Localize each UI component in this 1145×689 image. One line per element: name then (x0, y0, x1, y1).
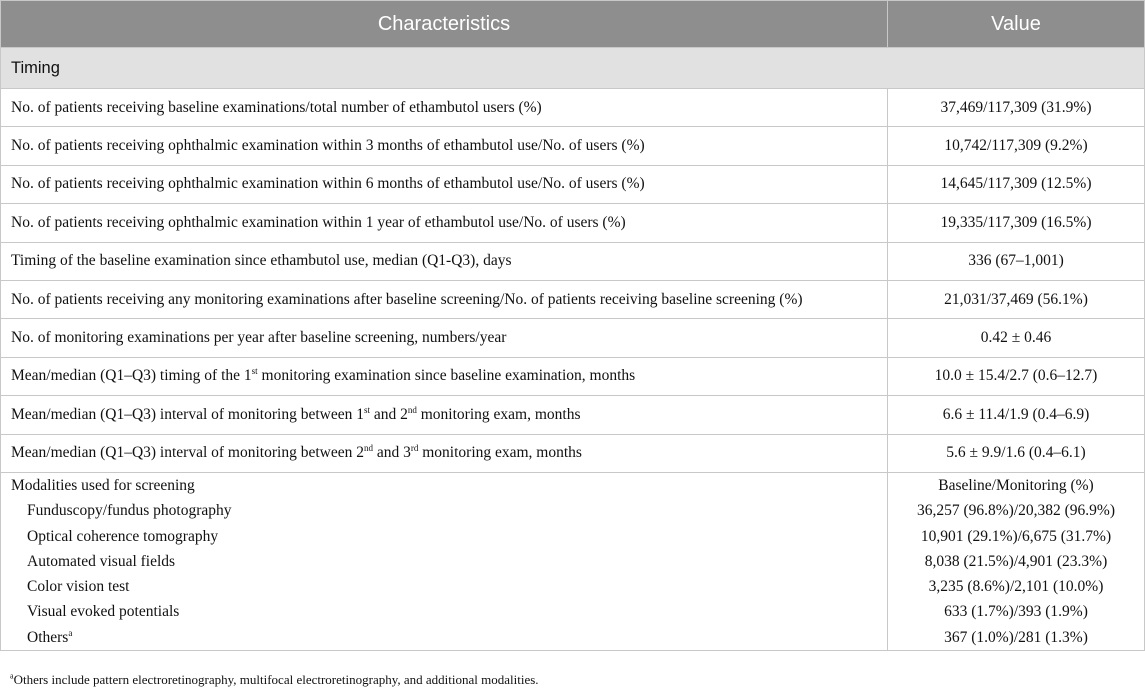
modalities-title-value: Baseline/Monitoring (%) (938, 476, 1094, 494)
footnote-marker: a (10, 671, 14, 681)
modality-label: Visual evoked potentials (27, 603, 180, 621)
label-text: monitoring examination since baseline examination, months (257, 367, 636, 385)
modality-value: 8,038 (21.5%)/4,901 (23.3%) (924, 552, 1108, 570)
modality-label: Optical coherence tomography (27, 527, 219, 545)
footnote-text: Others include pattern electroretinography, multifocal electroretinography, and additional modalities. (13, 672, 539, 687)
modality-label: Funduscopy/fundus photography (27, 502, 232, 520)
label-text: monitoring exam, months (418, 444, 582, 462)
row-value: 6.6 ± 11.4/1.9 (0.4–6.9) (888, 396, 1145, 434)
header-value: Value (888, 1, 1145, 48)
ordinal-suffix: st (251, 366, 258, 377)
modality-value: 36,257 (96.8%)/20,382 (96.9%) (916, 502, 1116, 520)
table-row (1, 242, 1145, 280)
row-value: 0.42 ± 0.46 (888, 319, 1145, 357)
row-value: 10.0 ± 15.4/2.7 (0.6–12.7) (888, 357, 1145, 395)
modalities-values (888, 472, 1145, 650)
row-value: 19,335/117,309 (16.5%) (888, 204, 1145, 242)
header-characteristics: Characteristics (1, 1, 888, 48)
table-row (1, 204, 1145, 242)
row-label: No. of patients receiving ophthalmic examination within 1 year of ethambutol use/No. of users (%) (1, 204, 888, 242)
label-text: Mean/median (Q1–Q3) timing of the 1 (11, 367, 252, 385)
row-value: 336 (67–1,001) (888, 242, 1145, 280)
row-label: No. of monitoring examinations per year after baseline screening, numbers/year (1, 319, 888, 357)
modalities-title: Modalities used for screening (11, 476, 195, 494)
table-footnote (10, 672, 539, 688)
label-text: Others (27, 628, 69, 646)
row-label (1, 396, 888, 434)
modality-value: 10,901 (29.1%)/6,675 (31.7%) (920, 527, 1112, 545)
row-label: Timing of the baseline examination since ethambutol use, median (Q1-Q3), days (1, 242, 888, 280)
table-row (1, 127, 1145, 165)
row-value: 5.6 ± 9.9/1.6 (0.4–6.1) (888, 434, 1145, 472)
row-value: 21,031/37,469 (56.1%) (888, 280, 1145, 318)
ordinal-suffix: nd (407, 404, 417, 415)
modality-label: Automated visual fields (27, 552, 176, 570)
row-value: 14,645/117,309 (12.5%) (888, 165, 1145, 203)
row-label: No. of patients receiving any monitoring examinations after baseline screening/No. of patients receiving baseline screening (%) (1, 280, 888, 318)
row-label (1, 357, 888, 395)
table-row (1, 396, 1145, 434)
row-value: 37,469/117,309 (31.9%) (888, 89, 1145, 127)
modality-label: Color vision test (27, 578, 130, 596)
row-value: 10,742/117,309 (9.2%) (888, 127, 1145, 165)
label-text: Mean/median (Q1–Q3) interval of monitoring between 1 (11, 405, 364, 423)
modality-value: 3,235 (8.6%)/2,101 (10.0%) (928, 578, 1104, 596)
label-text: and 2 (369, 405, 408, 423)
table-row (1, 357, 1145, 395)
table-row (1, 280, 1145, 318)
label-text: Mean/median (Q1–Q3) interval of monitoring between 2 (11, 444, 364, 462)
label-text: and 3 (372, 444, 411, 462)
section-label: Timing (1, 48, 1145, 89)
ordinal-suffix: rd (410, 443, 419, 454)
table-row (1, 319, 1145, 357)
modality-value: 367 (1.0%)/281 (1.3%) (944, 628, 1088, 646)
row-label: No. of patients receiving ophthalmic examination within 3 months of ethambutol use/No. of users (%) (1, 127, 888, 165)
row-label: No. of patients receiving baseline examinations/total number of ethambutol users (%) (1, 89, 888, 127)
footnote-marker: a (68, 627, 73, 638)
row-label (1, 434, 888, 472)
table-row (1, 165, 1145, 203)
modalities-labels (1, 472, 888, 650)
modality-value: 633 (1.7%)/393 (1.9%) (944, 603, 1088, 621)
section-row-timing (1, 48, 1145, 89)
table-row (1, 89, 1145, 127)
label-text: monitoring exam, months (416, 405, 581, 423)
table-row (1, 434, 1145, 472)
modalities-row (1, 472, 1145, 650)
ordinal-suffix: st (363, 404, 370, 415)
table-header-row (1, 1, 1145, 48)
ordinal-suffix: nd (363, 443, 373, 454)
modality-label-others (11, 625, 877, 650)
row-label: No. of patients receiving ophthalmic examination within 6 months of ethambutol use/No. of users (%) (1, 165, 888, 203)
